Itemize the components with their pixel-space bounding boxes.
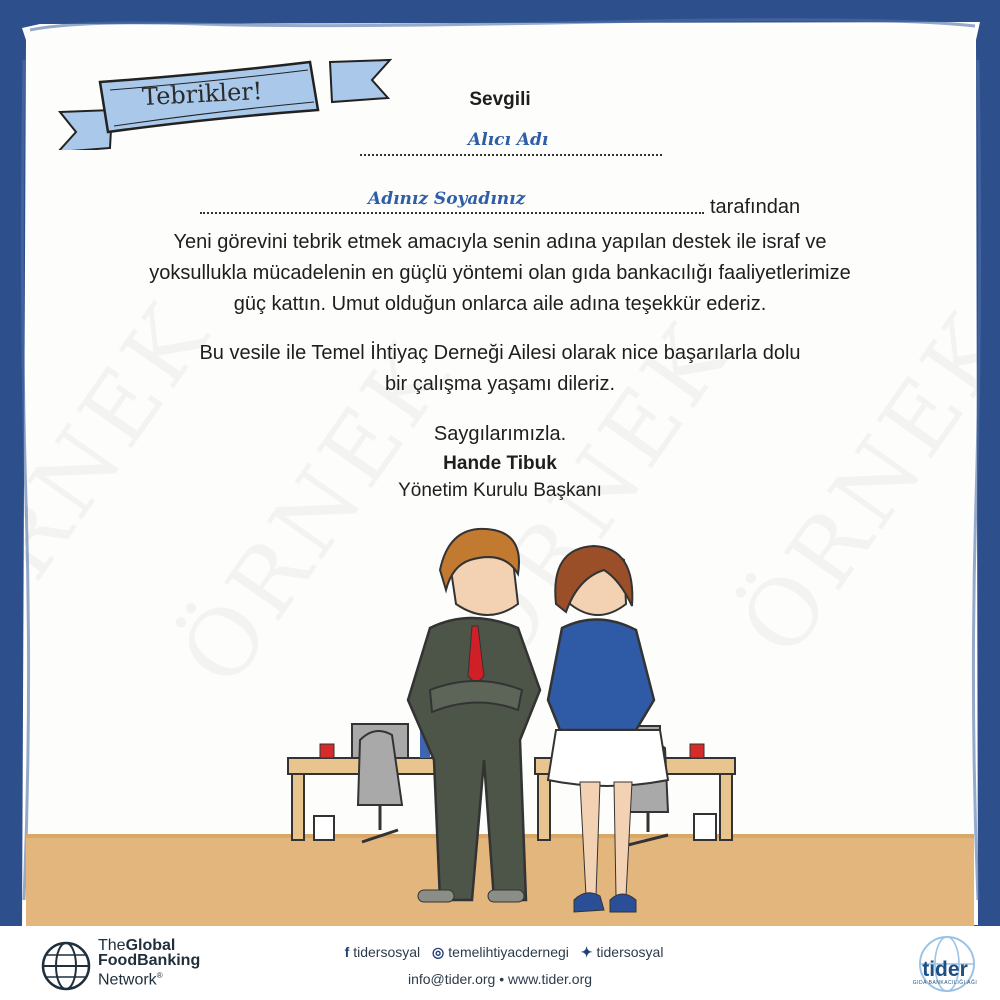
paragraph-2 — [0, 338, 1000, 400]
tider-subtitle: GIDA BANKACILIĞI AĞI — [912, 980, 978, 986]
gfn-line3: Network — [98, 971, 157, 989]
closing: Saygılarımızla. — [433, 423, 567, 445]
office-illustration — [26, 520, 974, 926]
paragraph-1-line-2: yoksullukla mücadelenin en güçlü yöntemi olan gıda bankacılığı faaliyetlerimize — [149, 262, 851, 284]
paragraph-2-line-1: Bu vesile ile Temel İhtiyaç Derneği Ailesi olarak nice başarılarla dolu — [199, 342, 801, 364]
contact-line[interactable]: info@tider.org • www.tider.org — [407, 971, 593, 987]
twitter-handle[interactable]: tidersosyal — [596, 944, 664, 960]
gfn-line1-b: Global — [125, 937, 176, 954]
twitter-icon: ✦ — [580, 944, 593, 960]
facebook-handle[interactable]: tidersosyal — [353, 944, 421, 960]
gfn-line2: FoodBanking — [98, 952, 201, 969]
paragraph-2-line-2: bir çalışma yaşamı dileriz. — [384, 373, 616, 395]
gfn-registered-mark: ® — [156, 971, 163, 980]
ribbon-label: Tebrikler! — [141, 76, 264, 112]
facebook-icon: f — [344, 944, 350, 960]
greeting: Sevgili — [469, 89, 531, 110]
tider-wordmark: tider — [922, 958, 968, 981]
social-links — [0, 944, 1000, 961]
recipient-dotted-line — [360, 154, 662, 156]
recipient-placeholder: Alıcı Adı — [468, 130, 549, 150]
signer-name: Hande Tibuk — [443, 453, 557, 474]
sender-placeholder: Adınız Soyadınız — [368, 189, 526, 209]
gfn-line1-a: The — [98, 937, 126, 954]
instagram-handle[interactable]: temelihtiyacdernegi — [448, 944, 569, 960]
instagram-icon: ◎ — [432, 944, 445, 960]
sender-suffix: tarafından — [710, 196, 801, 218]
paragraph-1 — [0, 227, 1000, 320]
paragraph-1-line-3: güç kattın. Umut olduğun onlarca aile adına teşekkür ederiz. — [233, 293, 767, 315]
signer-title: Yönetim Kurulu Başkanı — [398, 480, 602, 501]
bin-left — [314, 816, 334, 840]
paragraph-1-line-1: Yeni görevini tebrik etmek amacıyla senin adına yapılan destek ile israf ve — [173, 231, 827, 253]
bin-right — [694, 814, 716, 840]
sender-dotted-line — [200, 212, 704, 214]
